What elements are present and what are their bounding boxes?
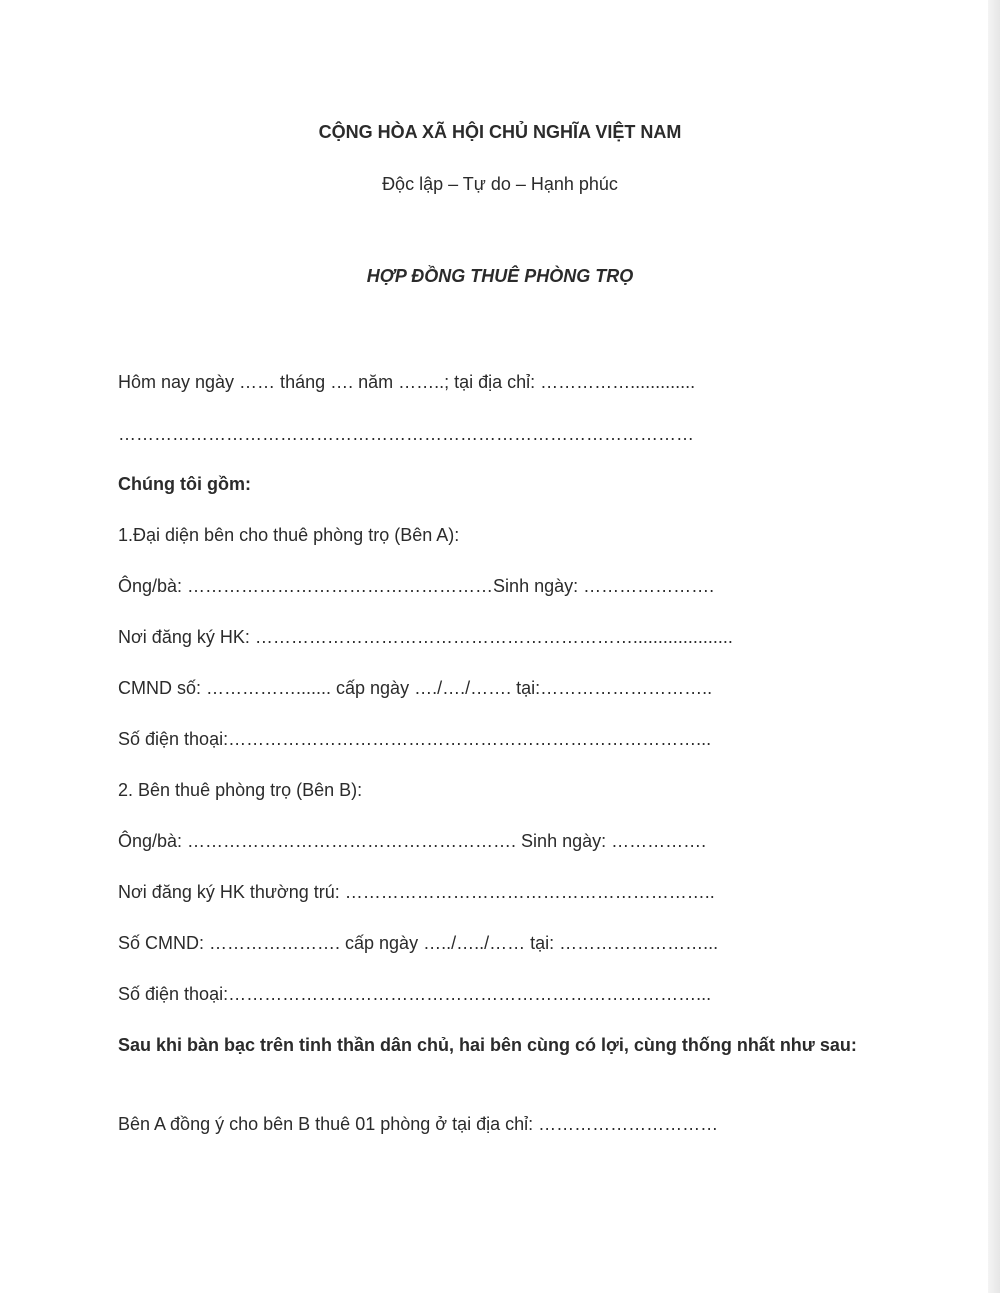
motto: Độc lập – Tự do – Hạnh phúc bbox=[382, 174, 618, 194]
party-b-heading: 2. Bên thuê phòng trọ (Bên B): bbox=[118, 780, 363, 800]
agreement-room-line: Bên A đồng ý cho bên B thuê 01 phòng ở tại địa chỉ: ………………………… bbox=[118, 1114, 719, 1134]
party-a-name-line: Ông/bà: ……………………………………………Sinh ngày: …………………. bbox=[118, 576, 715, 596]
party-b-name-line: Ông/bà: ………………………………………………. Sinh ngày: ……………. bbox=[118, 831, 707, 851]
party-a-heading: 1.Đại diện bên cho thuê phòng trọ (Bên A): bbox=[118, 525, 460, 545]
party-b-registration-line: Nơi đăng ký HK thường trú: …………………………………………………….. bbox=[118, 882, 715, 902]
party-a-registration-line: Nơi đăng ký HK: ……………………………………………………….................... bbox=[118, 627, 733, 647]
party-a-phone-line: Số điện thoại:……………………………………………………………………... bbox=[118, 729, 712, 749]
party-b-id-line: Số CMND: …………………. cấp ngày …../…../…… tại: ……………………... bbox=[118, 933, 719, 953]
date-address-line: Hôm nay ngày …… tháng …. năm ……..; tại địa chỉ: ……………............. bbox=[118, 372, 696, 392]
contract-title: HỢP ĐỒNG THUÊ PHÒNG TRỌ bbox=[366, 266, 634, 286]
nation-heading: CỘNG HÒA XÃ HỘI CHỦ NGHĨA VIỆT NAM bbox=[318, 122, 682, 142]
parties-heading: Chúng tôi gồm: bbox=[118, 474, 251, 494]
agreement-heading: Sau khi bàn bạc trên tinh thần dân chủ, hai bên cùng có lợi, cùng thống nhất như sau: bbox=[118, 1035, 857, 1055]
party-a-id-line: CMND số: ……………....... cấp ngày …./…./……. tại:……………………….. bbox=[118, 678, 713, 698]
party-b-phone-line: Số điện thoại:……………………………………………………………………... bbox=[118, 984, 712, 1004]
page-edge-shadow bbox=[988, 0, 1000, 1293]
address-continuation-line: …………………………………………………………………………………… bbox=[118, 424, 694, 444]
